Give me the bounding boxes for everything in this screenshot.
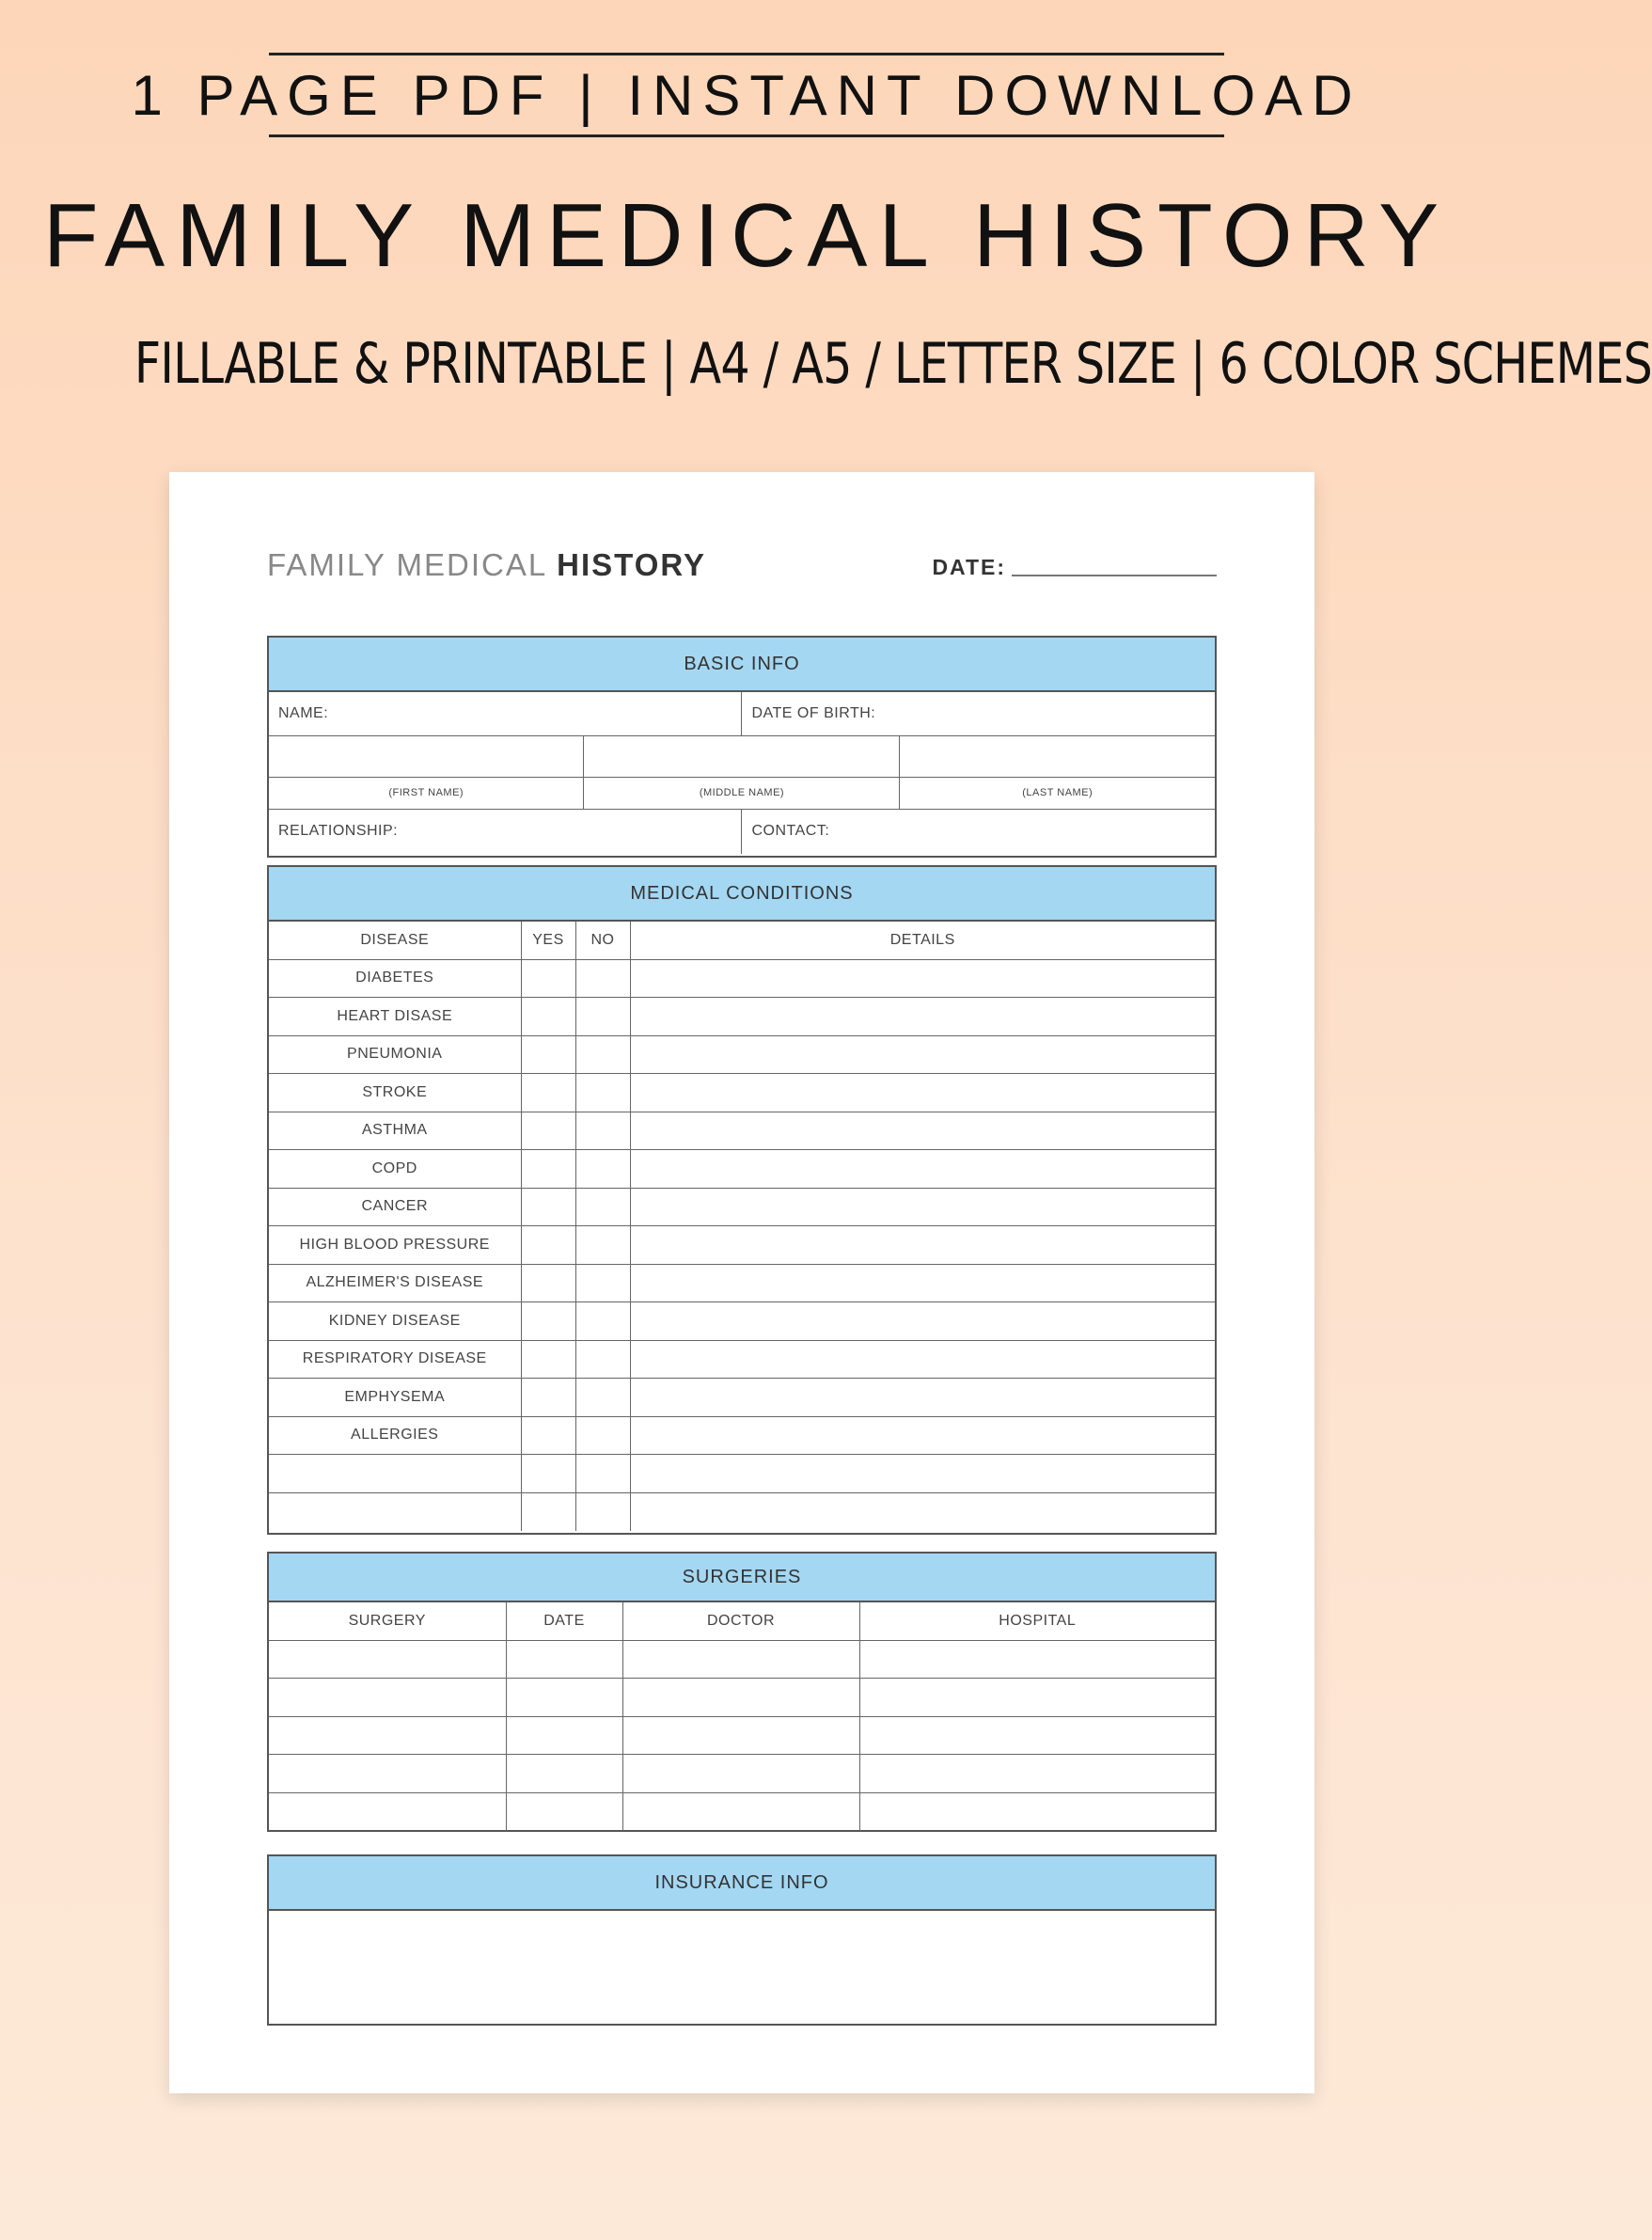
table-row — [269, 1679, 1215, 1717]
table-row — [269, 1112, 1215, 1150]
no-checkbox[interactable] — [575, 1112, 630, 1150]
col-disease: DISEASE — [269, 922, 521, 959]
no-checkbox[interactable] — [575, 959, 630, 998]
yes-checkbox[interactable] — [521, 998, 575, 1036]
yes-checkbox[interactable] — [521, 1492, 575, 1531]
disease-cell: PNEUMONIA — [269, 1035, 521, 1074]
col-no: NO — [575, 922, 630, 959]
disease-cell: COPD — [269, 1150, 521, 1189]
details-field[interactable] — [630, 1074, 1215, 1112]
disease-cell — [269, 1455, 521, 1493]
no-checkbox[interactable] — [575, 1302, 630, 1341]
date-line[interactable] — [1012, 575, 1217, 576]
medical-conditions-table — [269, 922, 1215, 1531]
basic-info-header: BASIC INFO — [269, 638, 1215, 692]
banner-subtitle: FILLABLE & PRINTABLE | A4 / A5 / LETTER SIZE | 6 COLOR SCHEMES — [134, 331, 1652, 397]
surgery-field[interactable] — [269, 1716, 506, 1755]
basic-info-section — [267, 636, 1217, 858]
doctor-field[interactable] — [622, 1755, 859, 1793]
hospital-field[interactable] — [859, 1716, 1215, 1755]
table-row — [269, 959, 1215, 998]
table-row — [269, 1264, 1215, 1302]
table-row — [269, 1640, 1215, 1679]
banner-top-line: 1 PAGE PDF | INSTANT DOWNLOAD — [269, 53, 1224, 137]
table-row — [269, 1074, 1215, 1112]
table-row — [269, 1755, 1215, 1793]
col-doctor: DOCTOR — [622, 1602, 859, 1640]
col-yes: YES — [521, 922, 575, 959]
hospital-field[interactable] — [859, 1640, 1215, 1679]
disease-cell: HIGH BLOOD PRESSURE — [269, 1226, 521, 1265]
no-checkbox[interactable] — [575, 1188, 630, 1226]
disease-cell: ALZHEIMER'S DISEASE — [269, 1264, 521, 1302]
yes-checkbox[interactable] — [521, 1379, 575, 1417]
sheet-title-light: FAMILY MEDICAL — [267, 547, 558, 582]
details-field[interactable] — [630, 1455, 1215, 1493]
disease-cell: CANCER — [269, 1188, 521, 1226]
table-row — [269, 1340, 1215, 1379]
surgery-field[interactable] — [269, 1755, 506, 1793]
col-hospital: HOSPITAL — [859, 1602, 1215, 1640]
hospital-field[interactable] — [859, 1792, 1215, 1831]
last-name-caption: (LAST NAME) — [900, 777, 1215, 809]
disease-cell: EMPHYSEMA — [269, 1379, 521, 1417]
yes-checkbox[interactable] — [521, 959, 575, 998]
dob-cell[interactable] — [742, 692, 1215, 735]
insurance-section — [267, 1854, 1217, 2026]
details-field[interactable] — [630, 959, 1215, 998]
surgery-field[interactable] — [269, 1640, 506, 1679]
date-label: DATE: — [932, 555, 1006, 579]
date-field[interactable] — [506, 1679, 622, 1717]
yes-checkbox[interactable] — [521, 1340, 575, 1379]
no-checkbox[interactable] — [575, 1379, 630, 1417]
contact-label: CONTACT: — [751, 823, 830, 840]
table-row — [269, 1188, 1215, 1226]
middle-name-caption: (MIDDLE NAME) — [584, 777, 900, 809]
middle-name-field[interactable] — [584, 735, 900, 777]
table-row — [269, 1379, 1215, 1417]
basic-info-table — [269, 692, 1215, 854]
surgeries-section — [267, 1552, 1217, 1832]
sheet-title — [267, 547, 706, 583]
details-field[interactable] — [630, 1188, 1215, 1226]
table-row — [269, 1035, 1215, 1074]
relationship-label: RELATIONSHIP: — [278, 823, 399, 840]
first-name-caption: (FIRST NAME) — [269, 777, 584, 809]
first-name-field[interactable] — [269, 735, 584, 777]
dob-label: DATE OF BIRTH: — [751, 704, 876, 721]
disease-cell: DIABETES — [269, 959, 521, 998]
col-surgery: SURGERY — [269, 1602, 506, 1640]
banner-title: FAMILY MEDICAL HISTORY — [42, 185, 1451, 286]
yes-checkbox[interactable] — [521, 1112, 575, 1150]
details-field[interactable] — [630, 1226, 1215, 1265]
date-field[interactable] — [932, 555, 1217, 580]
form-sheet — [169, 472, 1314, 2093]
details-field[interactable] — [630, 1340, 1215, 1379]
yes-checkbox[interactable] — [521, 1150, 575, 1189]
col-date: DATE — [506, 1602, 622, 1640]
medical-conditions-header: MEDICAL CONDITIONS — [269, 867, 1215, 922]
doctor-field[interactable] — [622, 1716, 859, 1755]
no-checkbox[interactable] — [575, 1492, 630, 1531]
table-row — [269, 1302, 1215, 1341]
contact-cell[interactable] — [742, 809, 1215, 854]
name-cell[interactable] — [269, 692, 742, 735]
no-checkbox[interactable] — [575, 1340, 630, 1379]
yes-checkbox[interactable] — [521, 1455, 575, 1493]
last-name-field[interactable] — [900, 735, 1215, 777]
surgery-field[interactable] — [269, 1679, 506, 1717]
no-checkbox[interactable] — [575, 1416, 630, 1455]
disease-cell: ASTHMA — [269, 1112, 521, 1150]
surgery-field[interactable] — [269, 1792, 506, 1831]
details-field[interactable] — [630, 1112, 1215, 1150]
insurance-field[interactable] — [269, 1911, 1215, 2024]
hospital-field[interactable] — [859, 1755, 1215, 1793]
date-field[interactable] — [506, 1792, 622, 1831]
no-checkbox[interactable] — [575, 998, 630, 1036]
doctor-field[interactable] — [622, 1679, 859, 1717]
sheet-title-bold: HISTORY — [557, 547, 706, 582]
yes-checkbox[interactable] — [521, 1264, 575, 1302]
details-field[interactable] — [630, 1492, 1215, 1531]
doctor-field[interactable] — [622, 1792, 859, 1831]
no-checkbox[interactable] — [575, 1150, 630, 1189]
name-label: NAME: — [278, 704, 329, 721]
table-row — [269, 1716, 1215, 1755]
yes-checkbox[interactable] — [521, 1302, 575, 1341]
medical-conditions-section — [267, 865, 1217, 1535]
no-checkbox[interactable] — [575, 1455, 630, 1493]
insurance-header: INSURANCE INFO — [269, 1856, 1215, 1911]
table-row — [269, 1792, 1215, 1831]
doctor-field[interactable] — [622, 1640, 859, 1679]
yes-checkbox[interactable] — [521, 1416, 575, 1455]
disease-cell: ALLERGIES — [269, 1416, 521, 1455]
disease-cell — [269, 1492, 521, 1531]
details-field[interactable] — [630, 1416, 1215, 1455]
table-row — [269, 1455, 1215, 1493]
disease-cell: KIDNEY DISEASE — [269, 1302, 521, 1341]
disease-cell: HEART DISASE — [269, 998, 521, 1036]
surgeries-header: SURGERIES — [269, 1554, 1215, 1602]
yes-checkbox[interactable] — [521, 1188, 575, 1226]
no-checkbox[interactable] — [575, 1074, 630, 1112]
details-field[interactable] — [630, 1264, 1215, 1302]
relationship-cell[interactable] — [269, 809, 742, 854]
col-details: DETAILS — [630, 922, 1215, 959]
disease-cell: RESPIRATORY DISEASE — [269, 1340, 521, 1379]
disease-cell: STROKE — [269, 1074, 521, 1112]
no-checkbox[interactable] — [575, 1264, 630, 1302]
details-field[interactable] — [630, 1035, 1215, 1074]
yes-checkbox[interactable] — [521, 1035, 575, 1074]
no-checkbox[interactable] — [575, 1226, 630, 1265]
table-row — [269, 1492, 1215, 1531]
details-field[interactable] — [630, 1302, 1215, 1341]
sheet-header — [267, 547, 1217, 589]
yes-checkbox[interactable] — [521, 1226, 575, 1265]
details-field[interactable] — [630, 1150, 1215, 1189]
date-field[interactable] — [506, 1716, 622, 1755]
details-field[interactable] — [630, 998, 1215, 1036]
table-row — [269, 1150, 1215, 1189]
date-field[interactable] — [506, 1640, 622, 1679]
hospital-field[interactable] — [859, 1679, 1215, 1717]
table-row — [269, 998, 1215, 1036]
surgeries-table — [269, 1602, 1215, 1831]
date-field[interactable] — [506, 1755, 622, 1793]
no-checkbox[interactable] — [575, 1035, 630, 1074]
table-row — [269, 1416, 1215, 1455]
details-field[interactable] — [630, 1379, 1215, 1417]
table-row — [269, 1226, 1215, 1265]
yes-checkbox[interactable] — [521, 1074, 575, 1112]
